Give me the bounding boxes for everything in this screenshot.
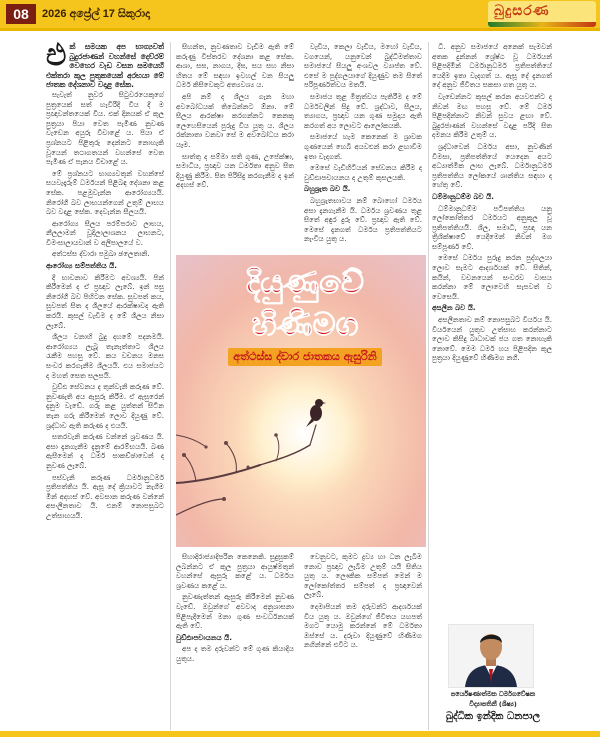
section-heading: ධම්මානුධම්ම බව යි.: [432, 191, 494, 201]
section-heading: බහුශ්‍රැත බව යි.: [304, 184, 351, 194]
paragraph: මෙසේ ධර්මය පුරුදු කරන පුද්ගලයා ලොව සැමට ආදර්ශයක් වේ. සිතින්, කයින්, වචනයෙන් සංවරව වාසය කරන්නා මේ ලොවෙහි සැපවත් ව වෙසෙයි.: [432, 253, 552, 301]
author-photo: [448, 624, 534, 688]
paragraph: සැවැත් නුවර සිටුවරයෙකුගේ පුත්‍රයෙක් සත් හැවිරිදි විය දී ම ප්‍රඥාවන්තයෙක් විය. එක් දිනයක් ඒ කුල පුත්‍රයා පියා වෙත පැමිණ නුවණ වැඩෙන අයුරු විචාළේ ය. පියා ඒ ප්‍රශ්නයට පිළිතුරු දෙන්නට නොහැකි වූයෙන් තථාගතයන් වහන්සේ වෙත පැමිණ ඒ පැනය විචාළේ ය.: [46, 89, 164, 167]
paragraph: සමාජයේ හැම කෙනෙක් ම ශ්‍රාවක ගුණයෙන් හෙබි අයවළුන් කරා ළඟාවීම ඉතා වැදගත්.: [304, 132, 422, 161]
paragraph: වෙනුවට, කුමට ද්‍රව්‍ය හා ධන ලැබීම නොව ප්‍රඥාව ලැබීම උතුම් යයි සිතිය යුතු ය. ලෞකික සම්පත් මෙන් ම ලෝකෝත්තර සම්පත් ද ප්‍රඥාවෙන් ලැබේ.: [304, 552, 422, 600]
header-divider: [0, 28, 600, 31]
article-column-1: [46, 42, 164, 730]
column-rule: [428, 42, 429, 730]
paragraph: සමාජය තුළ මිත්‍රත්වය පැතිරීම ද මේ ධර්මවලින් සිදු වේ. ශ්‍රද්ධාව, සීලය, ත්‍යාගය, ප්‍රඥාව යන ගුණ සමුදාය ඇති කරගත් අය ලොවට ආලෝකයකි.: [304, 91, 422, 130]
paragraph: ශ්‍රද්ධාවෙන් ධර්මය අසා, නුවණින් විමසා, ප්‍රතිපත්තියේ යෙදෙන අයට අධ්‍යාත්මික ලාභ ලැබේ. ධර්මානුධර්ම ප්‍රතිපත්තිය ලෝකයේ ශාන්තිය සඳහා ද හේතු වේ.: [432, 141, 552, 190]
paragraph: බහුශ්‍රැතභාවය නම් බොහෝ ධර්මය අසා දැනගැනීම යි. ධර්මය ශ්‍රවණය තුළ සිතේ අඳුර දුරු වේ. ප්‍රඥාව ඇති වේ. මෙසේ දැනගත් ධර්මය ප්‍රතිපත්තියට නැංවිය යුතු ය.: [304, 195, 422, 244]
article-title-line-1: දියුණුවේ: [246, 263, 364, 301]
paragraph: වුඩ්ඪ සේවනය ද තුන්වැනි කරුණ වේ. නුවණැති අය ඇසුරු කිරීම. ඒ ඇසුරෙන් දැනුම වැඩේ. ගරු කළ යුත්තන් සිටින තැන ගරු කිරීමෙන් ලොව දියුණු වේ. ශ්‍රද්ධාව ඇති කරුණ ද එයයි.: [46, 382, 164, 430]
author-qualification: විද්‍යාපතිනී (ශිෂ්‍ය): [469, 700, 517, 708]
sun: [234, 363, 374, 503]
paragraph: වැඩෙන්නට කුසල් කරන අයවළුන්ට ද නිවන් මඟ පහසු වේ. මේ ධර්ම පිළිපදින්නාට නිවන් සුවය ළඟා වේ. බුදුරජාණන් වහන්සේ වදාළ පරිදි සිත දමනය කිරීම උතුම් ය.: [432, 91, 552, 140]
paragraph: ශීලය වනාහි බුදු දහමේ පදනමයි. ආරෝග්‍යය ලැබූ තැනැත්තාට ශීලය රැකීම පහසු වේ. කය වචනය මනස සංවර කරගැනීම ශීලයයි. එය සමාජයට ද මහත් සෙත සලසයි.: [46, 332, 164, 380]
article-column-2: [176, 42, 294, 252]
paragraph: ආරෝග්‍ය සීලය පරම්පරාව ලාභය, නීලලාමන් වූදිලාලාශනය ලාභනට, වීමංසාලායවාන් ව අලිපාලයේ ව.: [46, 218, 164, 247]
paragraph: මේ ප්‍රශ්නයට භාග්‍යවතුන් වහන්සේ සයවැදෑරුම් ධර්මයන් පිළිබඳ දේශනා කළ සේක. පළමුවැන්න ආරෝග්‍යයයි. නිරෝගී බව ලාභයන්ගෙන් උතුම් ලාභය බව වදාළ සේක. දෙවැන්න සීලයයි.: [46, 168, 164, 217]
article-column-2-lower: [176, 552, 294, 730]
publication-logo: [488, 1, 596, 27]
paragraph: සිහාදිරාජ්‍යාදිපරින කෙනෙකි. සුදුසුකම් ලබන්නට ඒ කුල පුත්‍රයා ආයුෂ්මතුන් වහන්සේ ඇසුරු කළේ ය. ධර්මය ශ්‍රවණය කළේ ය.: [176, 552, 294, 590]
author-title: පර්යේෂණාත්මක ධර්මගවේෂක: [450, 690, 536, 698]
drop-cap: එ: [46, 42, 67, 73]
lead-paragraph: [46, 42, 164, 90]
author-name: බුද්ධික ඉන්දික ධනපාල: [445, 711, 541, 722]
logo-stripe: [488, 22, 596, 27]
section-heading: අසලීන බව යි.: [432, 303, 476, 313]
paragraph: සිහන්ත, නුවණතාව වැඩීම ඇති මේ කරුණු විස්තරව දේශනා කළ සේක. ආශා, සඝ, නාගය, දීඝ, සය සහ නිසා හිතය මේ සඳහා ඉවහල් වන සියලු ධර්ම කිසිවෙකුට අත්‍යවශ්‍ය ය.: [176, 42, 294, 90]
column-rule: [170, 42, 171, 730]
paragraph: ධි. අනුව සමාජයේ අනෙක් සැමවන් අතක දුන්නන් ශ්‍රේෂ්ඨ වූ ධර්මයන් පිළිපදිමින් ධර්මානුධර්ම ප්‍රතිපත්තියේ යෙදීම ඉතා වැදගත් ය. ඇසූ දේ දැනගත් දේ අනුව ජීවිතය සකසා ගත යුතු ය.: [432, 42, 552, 90]
paragraph: දී භාවනාව කිරීමට අවශ්‍යයි. පින් කිරීමෙන් ද ඒ ප්‍රඥාව ලැබේ. ඉන් පසු නිරෝගී බව පිහිටන සේක. සුවපත් කය, සුවපත් සිත ද ශීලයේ ආරක්ෂාවද ඇති කරයි. කුසල් වැඩීම ද මේ ශීලය නිසා ලැබේ.: [46, 272, 164, 330]
footer-stripe: [0, 731, 600, 737]
author-portrait: [449, 625, 533, 687]
paragraph: අපි නම් ද ශීලය ගැන මහා අවබෝධයක් තිබෙන්නට ඕනා. මේ සීලය ආරක්ෂා කරගන්නට කෙනකු ලෙහෙසියෙන් පුරුදු විය යුතු ය. ශීලය රක්නාතා වනවා සේ ම අවබෝධය කරා යෑම.: [176, 91, 294, 149]
lead-text: ක් සමයක අප භාග්‍යවත් බුදුරජාණන් වහන්සේ දෙව්රම් වෙහෙර වැඩ වසන සමයෙහි එක්තරා කුල පුතුකයෙක් අරභයා මේ ජාතක දේශනාව වදාළ සේක.: [46, 42, 164, 90]
section-heading: ආරෝග්‍ය සම්පත්තිය යි.: [46, 261, 117, 271]
article-title-line-2: හිණිමග: [251, 305, 359, 343]
page-number: 08: [6, 4, 36, 24]
paragraph: අත්ථස්ස ද්වාරා පමුඛා ඡලෙතානි.: [52, 249, 150, 259]
article-column-4: [432, 42, 552, 642]
page-header: [0, 0, 600, 28]
paragraph: දෙමාපියන් තම දරුවන්ට ආදර්ශයක් විය යුතු ය. ඔවුන්ගේ ජීවිතය යහපත් මගට යොමු කරන්නේ මේ ධර්මතා ඔස්සේ ය. දරුවා දියුණුවේ හිණිමග නගින්නේ එවිට ය.: [304, 601, 422, 650]
paragraph: අසලීනතාව නම් නොපසුබට වීර්යය යි. වීර්යයෙන් යුතුව උත්සාහ කරන්නාට ලොව කිසිදු බාධාවක් ජය ගත නොහැකි නොවේ. මෙම ධර්ම හය පිළිපදින කුල පුත්‍රයා දියුණුවේ හිණිමග නගී.: [432, 315, 552, 363]
section-heading: වුඩ්ඪාපචායනය යි.: [176, 632, 232, 642]
paragraph: සතරවැනි කරුණ වන්නේ ශ්‍රවණය යි. අසා දැනගැනීම දැනුමේ ආරම්භයයි. බණ ඇසීමෙන් ද ධර්ම සාකච්ඡාවෙන් ද නුවණ ලැබේ.: [46, 432, 164, 470]
article-subtitle: අත්ථස්ස ද්වාර ජාතකය ඇසුරිනි: [228, 348, 382, 366]
paragraph: නුවණැත්තන් ඇසුරු කිරීමෙන් නුවණ වැඩේ. ඔවුන්ගේ අවවාද අනුශාසනා පිළිපැදීමෙන් මනා ගුණ සංවර්ධනයක් ඇති වේ.: [176, 592, 294, 631]
issue-date: 2026 අප්‍රේල් 17 සිකුරාදා: [42, 8, 150, 20]
paragraph: සාත්තු ද සම්මා සති ගුණ, උපේක්ෂා, සමාධිය, ප්‍රඥාව යන ධර්මතා අනුව සිත දියුණු කිරීම. සිත පිරිසිදු කරගැනීම ද ඉන් අදහස් වේ.: [176, 151, 294, 190]
article-column-3: [304, 42, 422, 252]
paragraph: පස්වැනි කරුණ ධර්මානුධර්ම ප්‍රතිපත්තිය යි. ඇසූ දේ ක්‍රියාවට නැගීම මින් අදහස් වේ. අවසාන කරුණ වන්නේ අසංලීනතාව යි. එනම් නොපසුබට උත්සාහයයි.: [46, 472, 164, 520]
paragraph: අප ද තම දරුවන්ට මේ ගුණ කියාදිය යුතුය.: [176, 644, 294, 663]
paragraph: ධම්මානුධම්ම පටිපත්තිය යනු ලෝකෝත්තර ධර්මයට අනුකූල වූ ප්‍රතිපත්තියයි. ශීල, සමාධි, ප්‍රඥා යන ත්‍රිශික්ෂාවේ යෙදීමෙන් නිවන් මග සම්පූර්ණ වේ.: [432, 203, 552, 251]
logo-text: බුදුසරණ: [494, 3, 550, 19]
paragraph: මෙසේ වැඩිහිටියන් සේවනය කිරීම ද වුඩ්ඪාපචායනය ද උතුම් කුසලයකි.: [304, 163, 422, 182]
paragraph: වැඩිය, කෙලා වැඩිය, මහෝ වැඩිය, වගයෙන්, යනුවෙන් බුද්ධිමත්තාව සමාජයේ සියලු අංශවල ව්‍යාප්ත වේ. එසේ ම පුද්ගලයාගේ දියුණුව තම සිතේ පරිපූර්ණත්වය මතයි.: [304, 42, 422, 90]
article-column-3-lower: [304, 552, 422, 730]
